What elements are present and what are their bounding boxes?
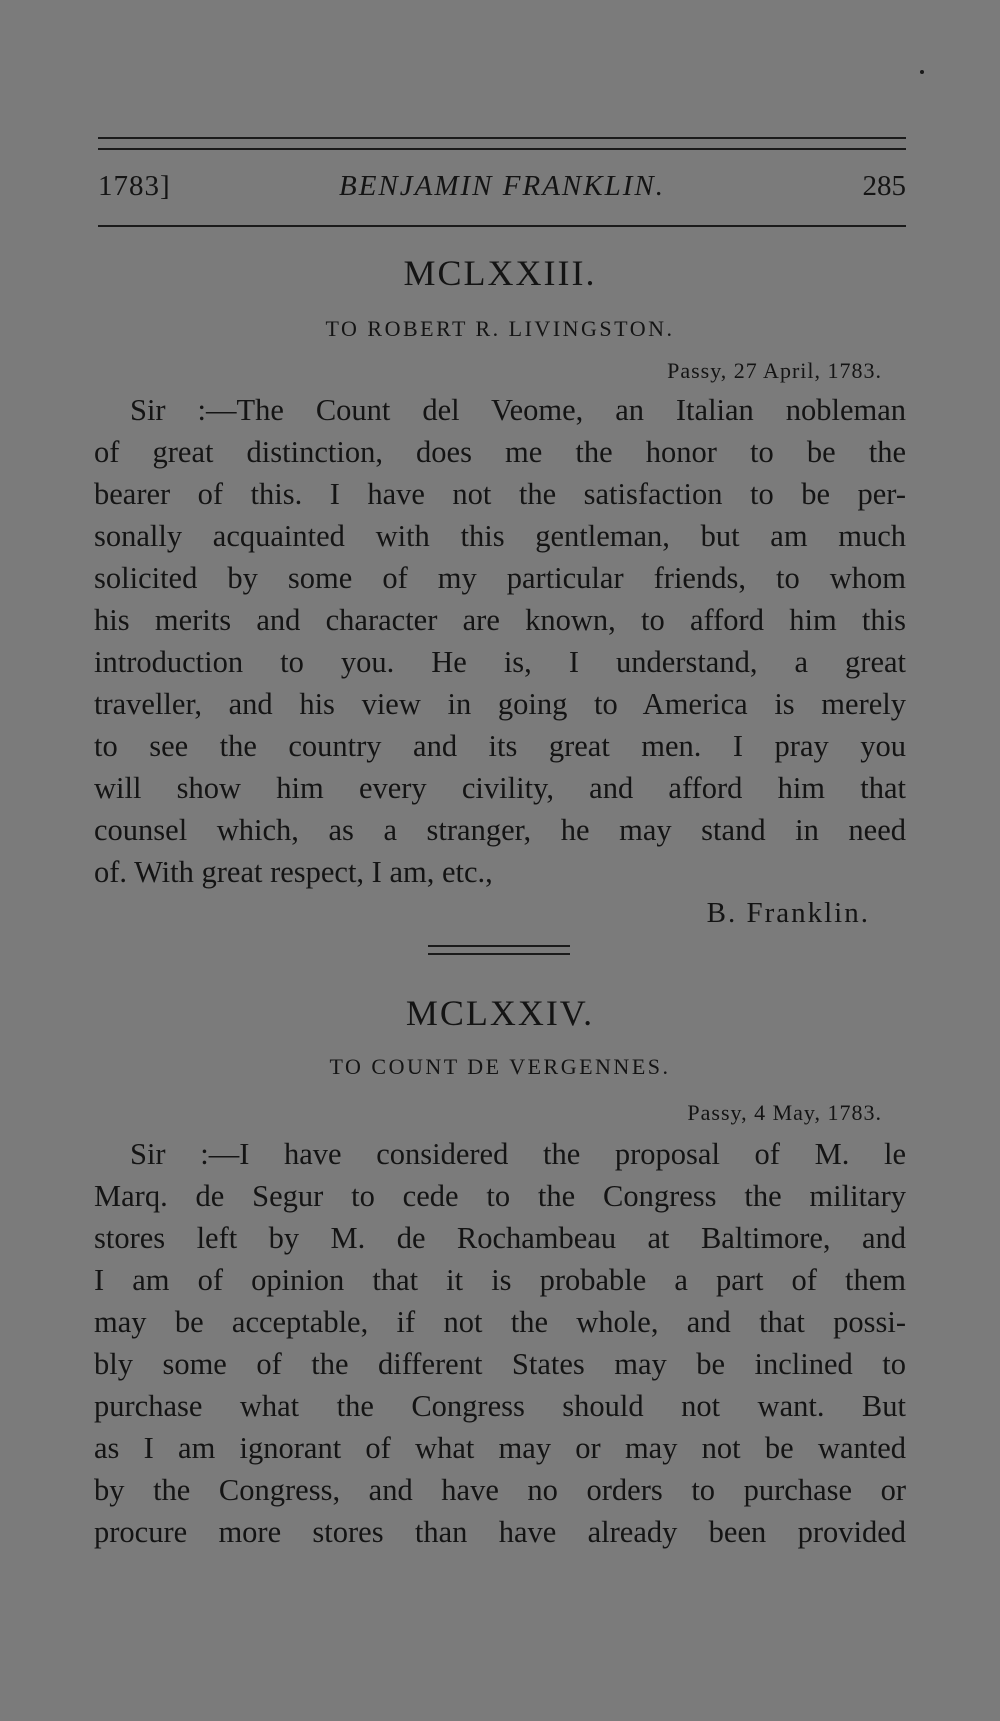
header-rule-top (98, 137, 906, 139)
body-line: procure more stores than have already been provided (94, 1515, 906, 1549)
body-line: his merits and character are known, to afford him this (94, 603, 906, 637)
section-divider-bottom (428, 953, 570, 955)
section-divider-top (428, 945, 570, 947)
body-line: sonally acquainted with this gentleman, but am much (94, 519, 906, 553)
body-line: bearer of this. I have not the satisfaction to be per- (94, 477, 906, 511)
print-speck (920, 70, 924, 74)
letter-signature: B. Franklin. (706, 897, 870, 929)
letter-number: MCLXXIV. (405, 993, 595, 1033)
body-line: to see the country and its great men. I pray you (94, 729, 906, 763)
page-number: 285 (862, 170, 906, 202)
body-line: counsel which, as a stranger, he may stand in need (94, 813, 906, 847)
body-line: will show him every civility, and afford him that (94, 771, 906, 805)
header-rule-bottom (98, 225, 906, 227)
letter-dateline: Passy, 27 April, 1783. (667, 358, 882, 383)
body-line: bly some of the different States may be inclined to (94, 1347, 906, 1381)
body-line: traveller, and his view in going to America is merely (94, 687, 906, 721)
letter-body (94, 1133, 906, 1553)
body-line: by the Congress, and have no orders to purchase or (94, 1473, 906, 1507)
letter-body (94, 389, 906, 893)
running-head-year: 1783] (98, 170, 171, 202)
letter-dateline: Passy, 4 May, 1783. (687, 1100, 882, 1125)
body-line: purchase what the Congress should not want. But (94, 1389, 906, 1423)
body-line: solicited by some of my particular friends, to whom (94, 561, 906, 595)
body-line: may be acceptable, if not the whole, and that possi- (94, 1305, 906, 1339)
body-line: Marq. de Segur to cede to the Congress the military (94, 1179, 906, 1213)
body-line: introduction to you. He is, I understand, a great (94, 645, 906, 679)
letter-number: MCLXXIII. (403, 253, 597, 293)
body-line: stores left by M. de Rochambeau at Baltimore, and (94, 1221, 906, 1255)
running-head (98, 170, 906, 214)
body-line: Sir :—I have considered the proposal of M. le (130, 1137, 906, 1171)
letter-addressee: TO ROBERT R. LIVINGSTON. (325, 316, 675, 341)
running-head-title: BENJAMIN FRANKLIN. (339, 170, 665, 202)
body-line: I am of opinion that it is probable a part of them (94, 1263, 906, 1297)
body-line: of great distinction, does me the honor to be the (94, 435, 906, 469)
header-rule-second (98, 148, 906, 150)
body-line: of. With great respect, I am, etc., (94, 855, 493, 889)
body-line: as I am ignorant of what may or may not be wanted (94, 1431, 906, 1465)
letter-addressee: TO COUNT DE VERGENNES. (329, 1054, 671, 1079)
body-line: Sir :—The Count del Veome, an Italian nobleman (130, 393, 906, 427)
